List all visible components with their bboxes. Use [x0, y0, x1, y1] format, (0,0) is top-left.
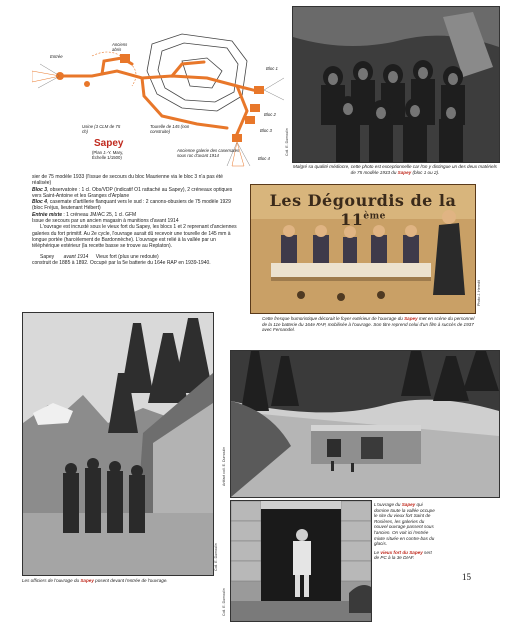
photo-soldiers-credit: Coll. E. Dumoulin — [285, 128, 289, 156]
body-paragraph — [32, 199, 242, 212]
avant-word: avant 1914 — [63, 253, 89, 260]
caption-text: L'ouvrage du — [374, 502, 402, 507]
fresco-title — [251, 191, 475, 229]
body-paragraph: L'ouvrage est incrusté sous le vieux fort du Sapey, les blocs 1 et 2 reprenant d'anciennes galeries du fort primitif. Au 2e cycle, l'ouvrage aurait dû recevoir une tourelle de 145 mm à longue portée (harcèlement de Bardonnèche). L'ouvrage est relié à la vallée par un téléphérique extérieur (la recette basse se trouve au Replaton). — [32, 224, 237, 250]
photo-entrance — [230, 500, 372, 622]
entrance-side-caption — [374, 502, 436, 561]
body-paragraph: sier de 75 modèle 1933 (l'issue de secours du bloc Maurienne via le bloc 3 n'a pas été réalisée) — [32, 174, 223, 187]
photo-fort-hillside — [230, 350, 500, 498]
caption-text: sert de PC à la 3e DIAF. — [374, 549, 432, 561]
caption-highlight: Sapey — [397, 169, 412, 175]
article-body — [32, 174, 242, 266]
map-label-galerie: Ancienne galerie des casemates sous roc d'avant 1914 — [177, 148, 240, 158]
fresco-caption — [262, 316, 480, 333]
fort-plan-map — [32, 16, 287, 171]
bloc4-text: , casemate d'artillerie flanquant vers le sud : 2 canons-obusiers de 75 modèle 1929 (bloc Fréjus, lieutenant Hébert) — [32, 199, 231, 212]
photo-officers-caption — [22, 578, 222, 584]
caption-highlight: vieux fort du Sapey — [380, 549, 423, 555]
photo-entrance-credit: Coll. E. Dumoulin — [222, 588, 226, 616]
caption-text: met en scène du personnel de la 11e batterie du 164e RAP, mobilisée à l'ouvrage. Son titre reprend celui d'un film à succès de 1937 avec Fernandel. — [262, 316, 475, 333]
entree-text: : 1 créneau JM/AC 25, 1 cl. GFM — [62, 211, 137, 218]
bloc3-text: , observatoire : 1 cl. Obs/VDP (indicatif O1 rattaché au Sapey), 2 créneaux optiques vers Saint-Antoine et les Granges d'Arplane — [32, 186, 233, 199]
map-label-anciens-abris: Anciens abris — [112, 42, 128, 52]
bloc3-label: Bloc 3 — [32, 186, 48, 193]
map-label-tourelle: Tourelle de 145 (non construite) — [150, 124, 190, 134]
map-title: Sapey — [94, 138, 124, 149]
page-number: 15 — [462, 572, 471, 582]
side-caption-p2 — [374, 550, 436, 561]
fresco-credit: Photo J. Heredit — [477, 280, 481, 306]
body-paragraph — [32, 187, 242, 200]
map-label-bloc2: Bloc 2 — [264, 112, 276, 117]
map-label-entree: Entrée — [50, 54, 63, 59]
body-paragraph: construit de 1885 à 1892. Occupé par la 5e batterie du 164e RAP en 1939-1940. — [32, 259, 211, 266]
photo-soldiers-caption — [292, 164, 498, 175]
caption-text: posent devant l'entrée de l'ouvrage. — [93, 578, 168, 583]
map-label-bloc3: Bloc 3 — [260, 128, 272, 133]
caption-highlight: Sapey — [404, 316, 418, 321]
photo-officers — [22, 312, 214, 576]
caption-text: qui domine toute la vallée occupe le site du vieux fort Saint de Rosières, les galeries du nouvel ouvrage passent sous l'ancien. On voit ici l'entrée mixte située en contre-bas du glacis. — [374, 502, 435, 547]
caption-text: Malgré sa qualité médiocre, cette photo est exceptionnelle car l'on y distingue un des deux matériels de 75 modèle 1933 du — [293, 164, 497, 175]
map-label-bloc1: Bloc 1 — [266, 66, 278, 71]
map-subtitle: (Plan J.-Y. Mary, Échelle 1/1500) — [92, 150, 124, 160]
caption-text: Le — [374, 549, 381, 555]
bloc4-label: Bloc 4 — [32, 199, 48, 206]
photo-officers-credit: Coll. E. Dumoulin — [214, 543, 218, 571]
side-caption-p1 — [374, 502, 436, 547]
magazine-page — [22, 6, 500, 624]
map-label-usine: Usine (3 CLM de 75 ch) — [82, 124, 121, 134]
fresco-title-sup: ème — [363, 211, 386, 222]
fort-plan-drawing — [32, 16, 287, 171]
vieux-fort-text: Vieux fort (plus une redoute) — [95, 253, 159, 260]
caption-text: (bloc 1 ou 2). — [411, 169, 440, 175]
photo-soldiers-group — [292, 6, 500, 163]
entree-label: Entrée mixte — [32, 211, 63, 218]
caption-text: Cette fresque humoristique décorait le foyer extérieur de l'ouvrage du — [262, 316, 405, 321]
body-paragraph: Issue de secours par un ancien magasin à munitions d'avant 1914 — [32, 218, 179, 225]
fresco-title-text: Les Dégourdis de la 11 — [269, 191, 457, 229]
photo-fort-credit: Artifact coll. E. Dumoulin — [222, 446, 226, 486]
photo-fresco — [250, 184, 476, 314]
caption-text: Les officiers de l'ouvrage du — [22, 578, 81, 583]
sapey-word: Sapey — [40, 253, 55, 260]
caption-highlight: Sapey — [401, 502, 416, 507]
caption-highlight: Sapey — [80, 578, 94, 583]
map-label-bloc4: Bloc 4 — [258, 156, 270, 161]
